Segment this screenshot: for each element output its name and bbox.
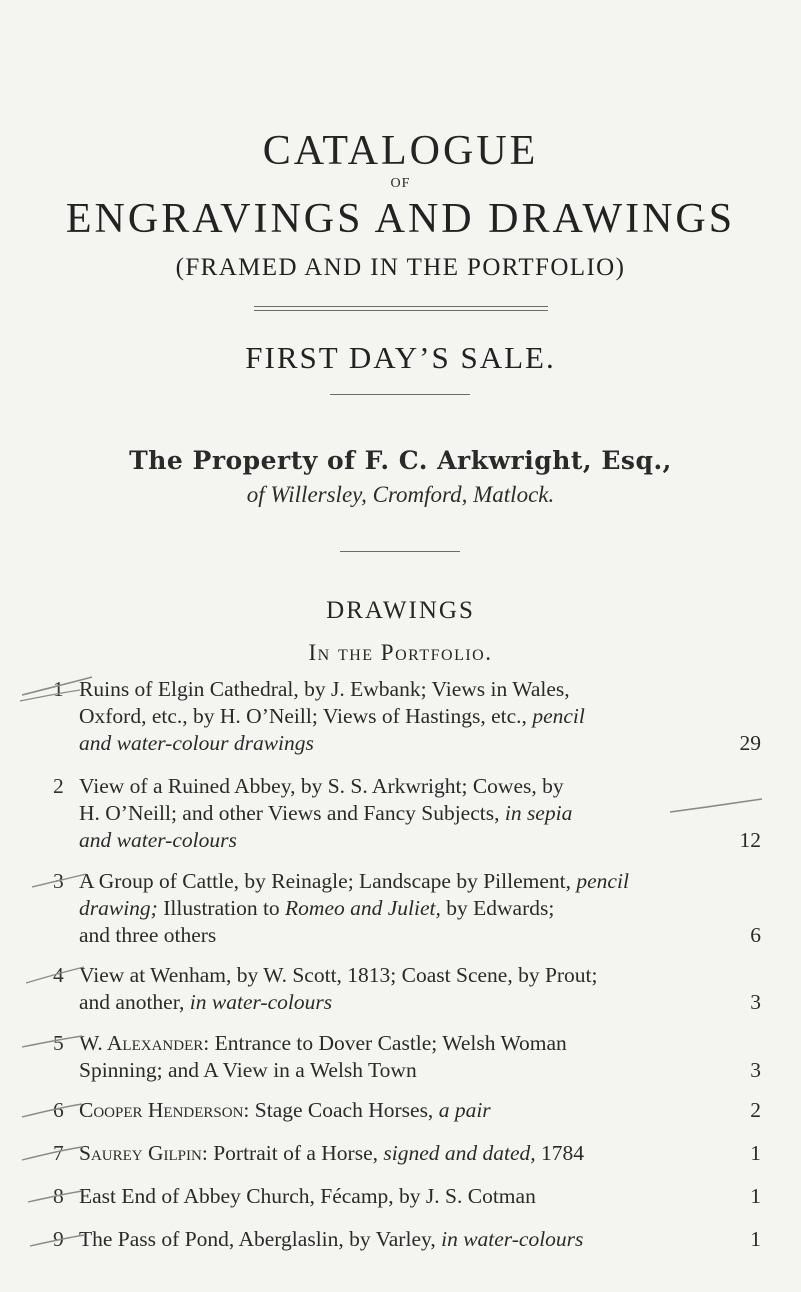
lot-description: View at Wenham, by W. Scott, 1813; Coast Scene, by Prout; xyxy=(79,963,598,987)
lot-description: East End of Abbey Church, Fécamp, by J. S. Cotman xyxy=(79,1184,536,1208)
lot-description: Stage Coach Horses, xyxy=(254,1098,434,1122)
lot-description: Oxford, etc., by H. O’Neill; Views of Hastings, etc., xyxy=(79,704,527,728)
lot-artist: W. Alexander: xyxy=(79,1031,210,1055)
lot-quantity: 2 xyxy=(750,1098,761,1122)
lot-medium: and water-colours xyxy=(79,828,237,852)
lot-description: The Pass of Pond, Aberglaslin, by Varley, xyxy=(79,1227,436,1251)
lot-description: 1784 xyxy=(541,1141,585,1165)
lot-artist: Cooper Henderson: xyxy=(79,1098,250,1122)
section-subtitle: In the Portfolio. xyxy=(308,640,493,665)
pencil-stroke-lot-8 xyxy=(28,1191,82,1202)
lot-number: 5 xyxy=(53,1031,64,1055)
framed-subtitle: (FRAMED AND IN THE PORTFOLIO) xyxy=(175,254,626,281)
pencil-stroke-lot-4 xyxy=(26,967,84,983)
property-location: of Willersley, Cromford, Matlock. xyxy=(246,482,555,507)
lot-description: Ruins of Elgin Cathedral, by J. Ewbank; Views in Wales, xyxy=(79,677,570,701)
lot-medium: and water-colour drawings xyxy=(79,731,314,755)
pencil-stroke-lot-1 xyxy=(20,690,80,701)
lot-number: 8 xyxy=(53,1184,64,1208)
lot-description: and three others xyxy=(79,923,217,947)
lot-quantity: 29 xyxy=(739,731,761,755)
engravings-title: ENGRAVINGS AND DRAWINGS xyxy=(65,196,736,242)
pencil-stroke-lot-7 xyxy=(22,1147,82,1160)
lot-quantity: 3 xyxy=(750,990,761,1014)
pencil-stroke-lot-5 xyxy=(22,1036,82,1047)
lot-description: Entrance to Dover Castle; Welsh Woman xyxy=(214,1031,567,1055)
property-line: The Property of F. C. Arkwright, Esq., xyxy=(129,446,672,475)
lot-medium: in sepia xyxy=(504,801,573,825)
title-of: OF xyxy=(390,176,411,191)
lot-description: A Group of Cattle, by Reinagle; Landscape by Pillement, xyxy=(79,869,572,893)
lot-medium: signed and dated, xyxy=(383,1141,536,1165)
lot-description: Portrait of a Horse, xyxy=(213,1141,378,1165)
lot-quantity: 12 xyxy=(739,828,761,852)
lot-description: Spinning; and A View in a Welsh Town xyxy=(79,1058,417,1082)
lot-quantity: 6 xyxy=(750,923,761,947)
lot-medium: a pair xyxy=(438,1098,491,1122)
lot-description: and another, xyxy=(79,990,185,1014)
lot-quantity: 1 xyxy=(750,1227,761,1251)
lot-medium: pencil xyxy=(532,704,585,728)
lot-medium: drawing; xyxy=(79,896,158,920)
pencil-stroke-lot-9 xyxy=(30,1235,84,1246)
section-title: DRAWINGS xyxy=(326,597,475,624)
lot-description: Illustration to xyxy=(163,896,280,920)
lot-artist: Saurey Gilpin: xyxy=(79,1141,208,1165)
lot-description: H. O’Neill; and other Views and Fancy Subjects, xyxy=(79,801,500,825)
pencil-stroke-lot-2 xyxy=(670,799,762,812)
lot-description: by Edwards; xyxy=(446,896,555,920)
catalogue-title: CATALOGUE xyxy=(262,128,539,174)
lot-medium: in water-colours xyxy=(441,1227,584,1251)
lot-medium: in water-colours xyxy=(189,990,333,1014)
lot-number: 2 xyxy=(53,774,64,798)
lot-number: 4 xyxy=(53,963,64,987)
lot-medium: pencil xyxy=(576,869,629,893)
lot-title: Romeo and Juliet, xyxy=(285,896,441,920)
lot-number: 1 xyxy=(53,677,64,701)
pencil-stroke-lot-1 xyxy=(22,677,92,695)
lot-number: 3 xyxy=(53,869,64,893)
lot-description: View of a Ruined Abbey, by S. S. Arkwright; Cowes, by xyxy=(79,774,564,798)
pencil-stroke-lot-6 xyxy=(22,1104,82,1117)
lot-number: 7 xyxy=(53,1141,64,1165)
pencil-stroke-lot-3 xyxy=(32,874,86,887)
lot-number: 9 xyxy=(53,1227,64,1251)
lot-quantity: 3 xyxy=(750,1058,761,1082)
first-day-heading: FIRST DAY’S SALE. xyxy=(245,340,556,375)
lot-quantity: 1 xyxy=(750,1141,761,1165)
lot-number: 6 xyxy=(53,1098,64,1122)
lot-quantity: 1 xyxy=(750,1184,761,1208)
